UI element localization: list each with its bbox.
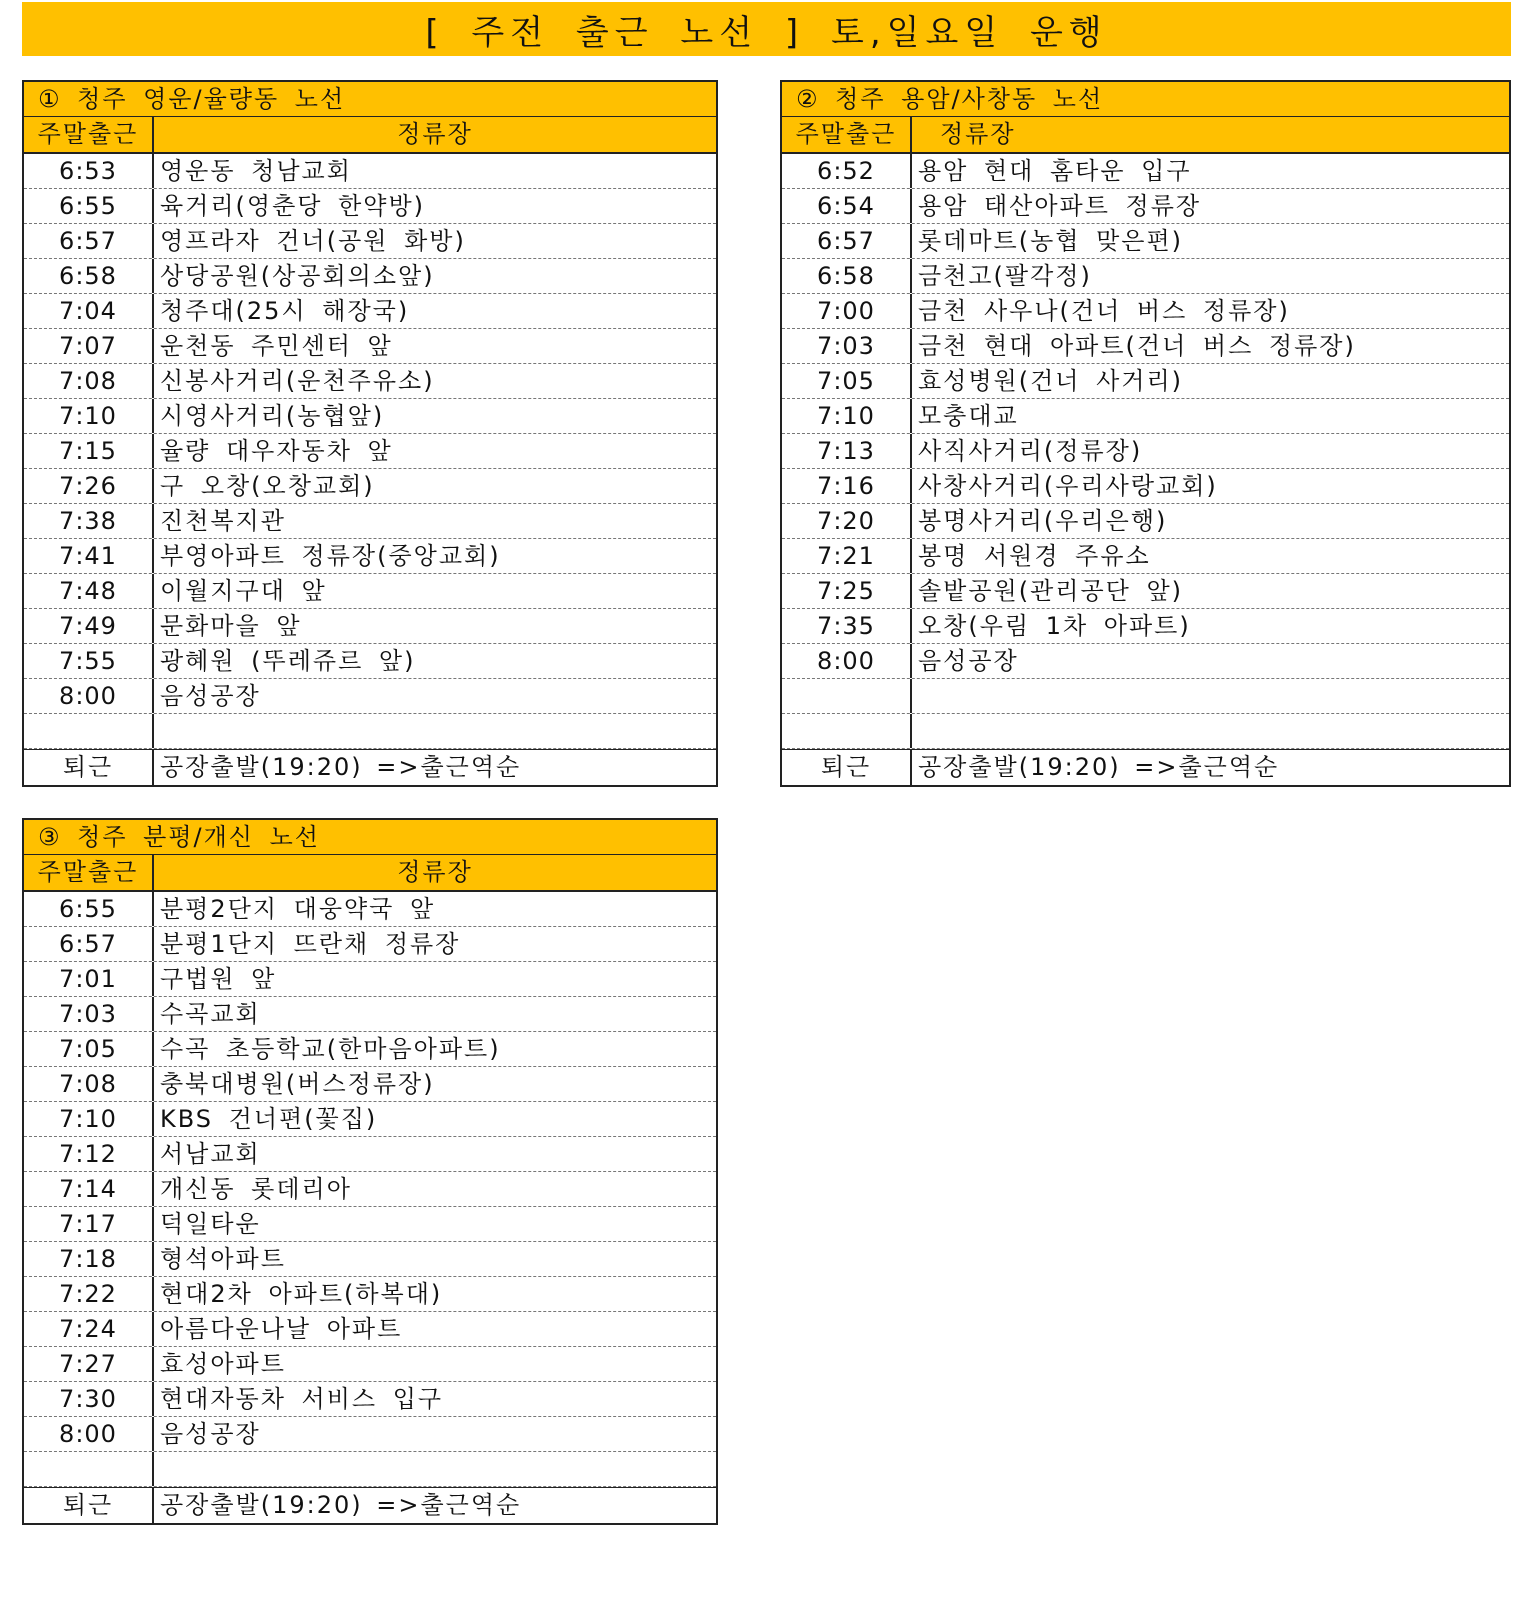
stop-time: 7:30: [24, 1382, 154, 1416]
stop-name: 부영아파트 정류장(중앙교회): [160, 542, 501, 570]
stop-name: 분평1단지 뜨란채 정류장: [160, 930, 461, 958]
table-header: [24, 855, 716, 892]
stop-time: 7:03: [24, 997, 154, 1031]
stop-name: 수곡 초등학교(한마음아파트): [160, 1035, 501, 1063]
stop-name: 효성아파트: [160, 1350, 286, 1378]
stop-time: [782, 679, 912, 713]
return-label: 퇴근: [782, 750, 912, 785]
stop-time: 6:57: [782, 224, 912, 258]
stop-name: 신봉사거리(운천주유소): [160, 367, 435, 395]
stop-time: 7:27: [24, 1347, 154, 1381]
stop-name: 형석아파트: [160, 1245, 286, 1273]
table-row: [24, 469, 716, 504]
table-row: [24, 679, 716, 714]
table-row: [24, 1347, 716, 1382]
stop-name: 시영사거리(농협앞): [160, 402, 385, 430]
stop-name: 덕일타운: [160, 1210, 261, 1238]
table-row: [782, 539, 1509, 574]
return-text: 공장출발(19:20) =>출근역순: [160, 1491, 522, 1519]
stop-time: 6:54: [782, 189, 912, 223]
stop-time: 7:38: [24, 504, 154, 538]
stop-time: 6:55: [24, 892, 154, 926]
stop-name: 운천동 주민센터 앞: [160, 332, 393, 360]
table-row: [782, 399, 1509, 434]
table-row: [782, 609, 1509, 644]
stop-time: 6:57: [24, 224, 154, 258]
stop-time: 7:10: [782, 399, 912, 433]
stop-time: 7:16: [782, 469, 912, 503]
stop-name: KBS 건너편(꽃집): [160, 1105, 378, 1133]
stop-name: 광혜원 (뚜레쥬르 앞): [160, 647, 416, 675]
stop-time: 7:08: [24, 1067, 154, 1101]
stop-time: [24, 1452, 154, 1486]
table-header: [782, 117, 1509, 154]
return-label: 퇴근: [24, 750, 154, 785]
col-time-header: 주말출근: [782, 117, 912, 152]
stop-name: 음성공장: [160, 682, 261, 710]
table-row: [24, 644, 716, 679]
stop-name: 분평2단지 대웅약국 앞: [160, 895, 436, 923]
stop-name: 구법원 앞: [160, 965, 277, 993]
stop-name: 육거리(영춘당 한약방): [160, 192, 426, 220]
table-row: [24, 224, 716, 259]
stop-name: 금천 사우나(건너 버스 정류장): [918, 297, 1290, 325]
table-row: [24, 892, 716, 927]
table-row: [24, 329, 716, 364]
stop-time: 7:13: [782, 434, 912, 468]
stop-time: 7:48: [24, 574, 154, 608]
stop-name: 사직사거리(정류장): [918, 437, 1143, 465]
return-text: 공장출발(19:20) =>출근역순: [918, 753, 1280, 781]
stop-time: 7:10: [24, 1102, 154, 1136]
stop-time: 6:55: [24, 189, 154, 223]
table-row: [24, 364, 716, 399]
stop-name: 서남교회: [160, 1140, 261, 1168]
table-row: [24, 434, 716, 469]
stop-time: 7:22: [24, 1277, 154, 1311]
table-row: [24, 1452, 716, 1487]
stop-name: 봉명 서원경 주유소: [918, 542, 1151, 570]
page-title: [ 주전 출근 노선 ] 토,일요일 운행: [425, 12, 1108, 53]
stop-name: 구 오창(오창교회): [160, 472, 375, 500]
stop-time: 7:10: [24, 399, 154, 433]
stop-time: 7:20: [782, 504, 912, 538]
table-row: [24, 609, 716, 644]
stop-name: 솔밭공원(관리공단 앞): [918, 577, 1184, 605]
return-row: [782, 749, 1509, 785]
table-row: [24, 1137, 716, 1172]
stop-time: 7:35: [782, 609, 912, 643]
table-row: [24, 1102, 716, 1137]
route-table-1: [22, 80, 718, 787]
stop-name: 금천 현대 아파트(건너 버스 정류장): [918, 332, 1356, 360]
stop-name: 이월지구대 앞: [160, 577, 327, 605]
stop-time: 6:57: [24, 927, 154, 961]
stop-time: 7:21: [782, 539, 912, 573]
col-time-header: 주말출근: [24, 117, 154, 152]
col-stop-header: 정류장: [940, 120, 1016, 148]
table-row: [782, 714, 1509, 749]
stop-name: 청주대(25시 해장국): [160, 297, 410, 325]
table-row: [24, 1417, 716, 1452]
table-row: [24, 504, 716, 539]
col-stop-header: 정류장: [397, 858, 473, 886]
table-row: [24, 1312, 716, 1347]
stop-name: [154, 1452, 716, 1486]
stop-name: 현대2차 아파트(하복대): [160, 1280, 443, 1308]
table-header: [24, 117, 716, 154]
stop-name: [912, 714, 1509, 748]
table-row: [24, 997, 716, 1032]
table-row: [782, 364, 1509, 399]
return-row: [24, 749, 716, 785]
table-row: [782, 504, 1509, 539]
table-row: [782, 154, 1509, 189]
route-title: ③ 청주 분평/개신 노선: [24, 820, 716, 855]
stop-time: 8:00: [782, 644, 912, 678]
stop-name: 현대자동차 서비스 입구: [160, 1385, 444, 1413]
stop-time: 7:03: [782, 329, 912, 363]
col-stop-header: 정류장: [397, 120, 473, 148]
stop-name: 봉명사거리(우리은행): [918, 507, 1168, 535]
col-time-header: 주말출근: [24, 855, 154, 890]
table-row: [24, 574, 716, 609]
route-table-2: [780, 80, 1511, 787]
stop-name: 효성병원(건너 사거리): [918, 367, 1184, 395]
table-row: [24, 1242, 716, 1277]
return-text: 공장출발(19:20) =>출근역순: [160, 753, 522, 781]
table-row: [24, 189, 716, 224]
stop-name: 수곡교회: [160, 1000, 261, 1028]
table-row: [24, 399, 716, 434]
table-row: [24, 927, 716, 962]
stop-list: [24, 892, 716, 1487]
table-row: [782, 434, 1509, 469]
stop-time: [782, 714, 912, 748]
stop-list: [24, 154, 716, 749]
stop-time: 7:26: [24, 469, 154, 503]
stop-time: 6:58: [782, 259, 912, 293]
stop-name: 롯데마트(농협 맞은편): [918, 227, 1184, 255]
table-row: [24, 1172, 716, 1207]
stop-name: 음성공장: [160, 1420, 261, 1448]
stop-name: 용암 현대 홈타운 입구: [918, 157, 1192, 185]
table-row: [782, 679, 1509, 714]
stop-time: [24, 714, 154, 748]
table-row: [782, 329, 1509, 364]
stop-time: 7:05: [782, 364, 912, 398]
stop-time: 7:12: [24, 1137, 154, 1171]
table-row: [24, 1382, 716, 1417]
stop-time: 7:55: [24, 644, 154, 678]
table-row: [782, 294, 1509, 329]
stop-name: 상당공원(상공회의소앞): [160, 262, 435, 290]
table-row: [24, 294, 716, 329]
route-table-3: [22, 818, 718, 1525]
page-title-banner: [22, 2, 1511, 56]
table-row: [782, 644, 1509, 679]
stop-time: 7:07: [24, 329, 154, 363]
table-row: [782, 469, 1509, 504]
stop-name: 개신동 롯데리아: [160, 1175, 352, 1203]
stop-name: 충북대병원(버스정류장): [160, 1070, 435, 1098]
stop-time: 7:18: [24, 1242, 154, 1276]
stop-time: 7:15: [24, 434, 154, 468]
table-row: [24, 539, 716, 574]
table-row: [782, 224, 1509, 259]
stop-name: 영운동 청남교회: [160, 157, 352, 185]
table-row: [24, 154, 716, 189]
stop-time: 7:24: [24, 1312, 154, 1346]
stop-name: 모충대교: [918, 402, 1019, 430]
stop-name: 금천고(팔각정): [918, 262, 1092, 290]
stop-name: 영프라자 건너(공원 화방): [160, 227, 466, 255]
table-row: [782, 259, 1509, 294]
table-row: [782, 574, 1509, 609]
stop-name: 아름다운나날 아파트: [160, 1315, 403, 1343]
return-row: [24, 1487, 716, 1523]
stop-time: 8:00: [24, 679, 154, 713]
stop-time: 7:17: [24, 1207, 154, 1241]
stop-name: 용암 태산아파트 정류장: [918, 192, 1202, 220]
stop-time: 7:25: [782, 574, 912, 608]
stop-time: 7:04: [24, 294, 154, 328]
stop-name: 사창사거리(우리사랑교회): [918, 472, 1218, 500]
table-row: [24, 1032, 716, 1067]
table-row: [24, 1067, 716, 1102]
stop-time: 6:52: [782, 154, 912, 188]
stop-name: 진천복지관: [160, 507, 286, 535]
stop-time: 8:00: [24, 1417, 154, 1451]
stop-time: 7:00: [782, 294, 912, 328]
stop-name: 율량 대우자동차 앞: [160, 437, 393, 465]
route-title: ② 청주 용암/사창동 노선: [782, 82, 1509, 117]
stop-list: [782, 154, 1509, 749]
table-row: [24, 1207, 716, 1242]
stop-name: 문화마을 앞: [160, 612, 302, 640]
stop-name: 오창(우림 1차 아파트): [918, 612, 1191, 640]
stop-time: 7:08: [24, 364, 154, 398]
stop-time: 7:05: [24, 1032, 154, 1066]
table-row: [24, 1277, 716, 1312]
stop-name: 음성공장: [918, 647, 1019, 675]
table-row: [24, 259, 716, 294]
stop-time: 7:01: [24, 962, 154, 996]
table-row: [782, 189, 1509, 224]
route-title: ① 청주 영운/율량동 노선: [24, 82, 716, 117]
return-label: 퇴근: [24, 1488, 154, 1523]
stop-time: 7:49: [24, 609, 154, 643]
stop-name: [154, 714, 716, 748]
table-row: [24, 714, 716, 749]
table-row: [24, 962, 716, 997]
stop-time: 6:53: [24, 154, 154, 188]
stop-time: 7:41: [24, 539, 154, 573]
stop-time: 7:14: [24, 1172, 154, 1206]
stop-name: [912, 679, 1509, 713]
stop-time: 6:58: [24, 259, 154, 293]
